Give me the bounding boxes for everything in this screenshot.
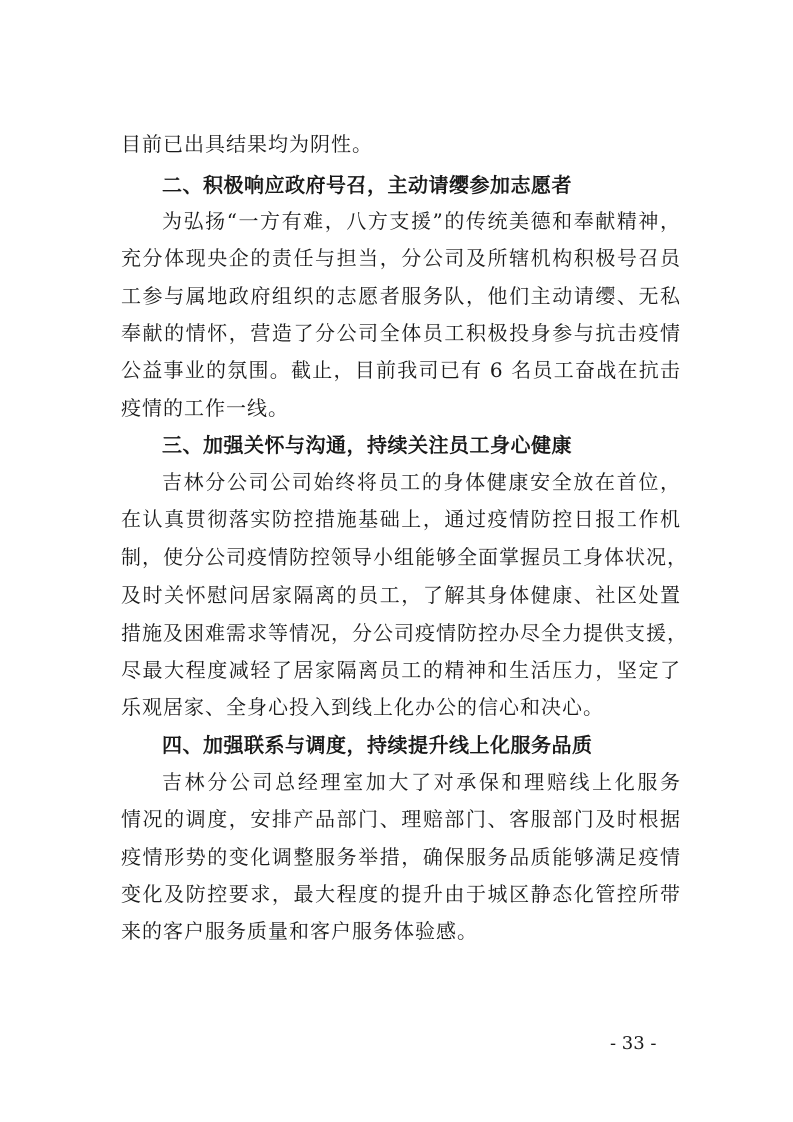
paragraph-line: 及时关怀慰问居家隔离的员工，了解其身体健康、社区处置 (121, 583, 681, 607)
section-heading-4: 四、加强联系与调度，持续提升线上化服务品质 (162, 733, 593, 757)
paragraph-line: 情况的调度，安排产品部门、理赔部门、客服部门及时根据 (121, 807, 681, 831)
paragraph-line: 奉献的情怀，营造了分公司全体员工积极投身参与抗击疫情 (121, 321, 681, 345)
paragraph-line: 来的客户服务质量和客户服务体验感。 (121, 919, 478, 943)
paragraph-line: 疫情的工作一线。 (121, 396, 289, 420)
paragraph-line: 乐观居家、全身心投入到线上化办公的信心和决心。 (121, 695, 604, 719)
paragraph-line: 吉林分公司总经理室加大了对承保和理赔线上化服务 (162, 770, 681, 794)
paragraph-line: 变化及防控要求，最大程度的提升由于城区静态化管控所带 (121, 882, 681, 906)
section-heading-2: 二、积极响应政府号召，主动请缨参加志愿者 (162, 173, 572, 197)
paragraph-line: 尽最大程度减轻了居家隔离员工的精神和生活压力，坚定了 (121, 658, 681, 682)
paragraph-line: 吉林分公司公司始终将员工的身体健康安全放在首位， (162, 470, 681, 494)
paragraph-line: 制，使分公司疫情防控领导小组能够全面掌握员工身体状况， (121, 545, 688, 569)
paragraph-line: 公益事业的氛围。截止，目前我司已有 6 名员工奋战在抗击 (121, 358, 681, 382)
page-number: - 33 - (610, 1033, 657, 1054)
paragraph-line: 在认真贯彻落实防控措施基础上，通过疫情防控日报工作机 (121, 507, 681, 531)
paragraph-line: 为弘扬“一方有难，八方支援”的传统美德和奉献精神， (162, 209, 681, 233)
section-heading-3: 三、加强关怀与沟通，持续关注员工身心健康 (162, 433, 572, 457)
paragraph-line: 措施及困难需求等情况，分公司疫情防控办尽全力提供支援， (121, 621, 688, 645)
paragraph-line: 目前已出具结果均为阴性。 (121, 132, 373, 156)
paragraph-line: 疫情形势的变化调整服务举措，确保服务品质能够满足疫情 (121, 845, 681, 869)
paragraph-line: 工参与属地政府组织的志愿者服务队，他们主动请缨、无私 (121, 284, 681, 308)
paragraph-line: 充分体现央企的责任与担当，分公司及所辖机构积极号召员 (121, 246, 681, 270)
